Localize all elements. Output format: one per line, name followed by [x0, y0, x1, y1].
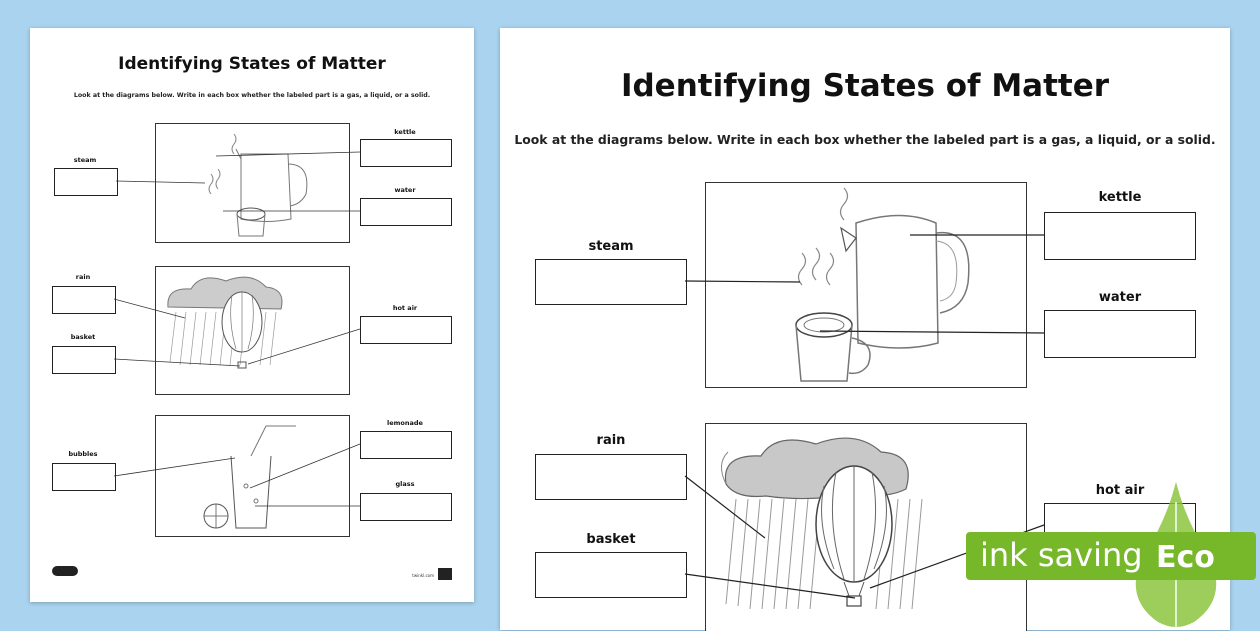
- answer-box-hot-air[interactable]: [360, 316, 452, 344]
- worksheet-instructions-large: Look at the diagrams below. Write in each box whether the labeled part is a gas, a liquid, or a solid.: [514, 132, 1216, 147]
- kettle-and-mug-illustration-large: [706, 183, 1026, 387]
- answer-box-water[interactable]: [360, 198, 452, 226]
- worksheet-preview-page: [30, 28, 474, 602]
- ink-saving-eco-badge: [966, 482, 1258, 630]
- label-hot-air-large: hot air: [1095, 483, 1145, 498]
- worksheet-title: Identifying States of Matter: [118, 54, 386, 74]
- answer-box-bubbles[interactable]: [52, 463, 116, 491]
- answer-box-steam-large[interactable]: [535, 259, 687, 305]
- lemonade-diagram: [155, 415, 350, 537]
- label-rain: rain: [75, 273, 91, 281]
- label-rain-large: rain: [596, 433, 626, 448]
- footer-badge-icon: [438, 568, 452, 580]
- answer-box-basket[interactable]: [52, 346, 116, 374]
- rain-cloud-and-balloon-illustration: [156, 267, 349, 394]
- kettle-diagram-large: [705, 182, 1027, 388]
- eco-badge-word: Eco: [1156, 540, 1215, 575]
- label-basket: basket: [70, 333, 96, 341]
- label-kettle: kettle: [394, 128, 416, 136]
- worksheet-title-large: Identifying States of Matter: [620, 68, 1110, 104]
- rain-balloon-diagram: [155, 266, 350, 395]
- kettle-and-mug-illustration: [156, 124, 349, 242]
- answer-box-kettle-large[interactable]: [1044, 212, 1196, 260]
- footer-url: twinkl.com: [412, 573, 434, 578]
- lemonade-glass-illustration: [156, 416, 349, 536]
- answer-box-steam[interactable]: [54, 168, 118, 196]
- kettle-diagram: [155, 123, 350, 243]
- answer-box-rain[interactable]: [52, 286, 116, 314]
- label-glass: glass: [395, 480, 415, 488]
- publisher-logo: [52, 566, 78, 576]
- answer-box-basket-large[interactable]: [535, 552, 687, 598]
- label-water: water: [394, 186, 416, 194]
- worksheet-instructions: Look at the diagrams below. Write in each box whether the labeled part is a gas, a liquid, or a solid.: [73, 92, 431, 99]
- answer-box-water-large[interactable]: [1044, 310, 1196, 358]
- label-water-large: water: [1098, 290, 1142, 305]
- label-hot-air: hot air: [392, 304, 418, 312]
- answer-box-lemonade[interactable]: [360, 431, 452, 459]
- label-kettle-large: kettle: [1098, 190, 1142, 205]
- answer-box-glass[interactable]: [360, 493, 452, 521]
- label-steam-large: steam: [588, 239, 634, 254]
- label-lemonade: lemonade: [387, 419, 423, 427]
- answer-box-rain-large[interactable]: [535, 454, 687, 500]
- eco-badge-text: ink saving: [980, 536, 1143, 574]
- label-basket-large: basket: [586, 532, 636, 547]
- label-bubbles: bubbles: [68, 450, 98, 458]
- label-steam: steam: [73, 156, 97, 164]
- answer-box-kettle[interactable]: [360, 139, 452, 167]
